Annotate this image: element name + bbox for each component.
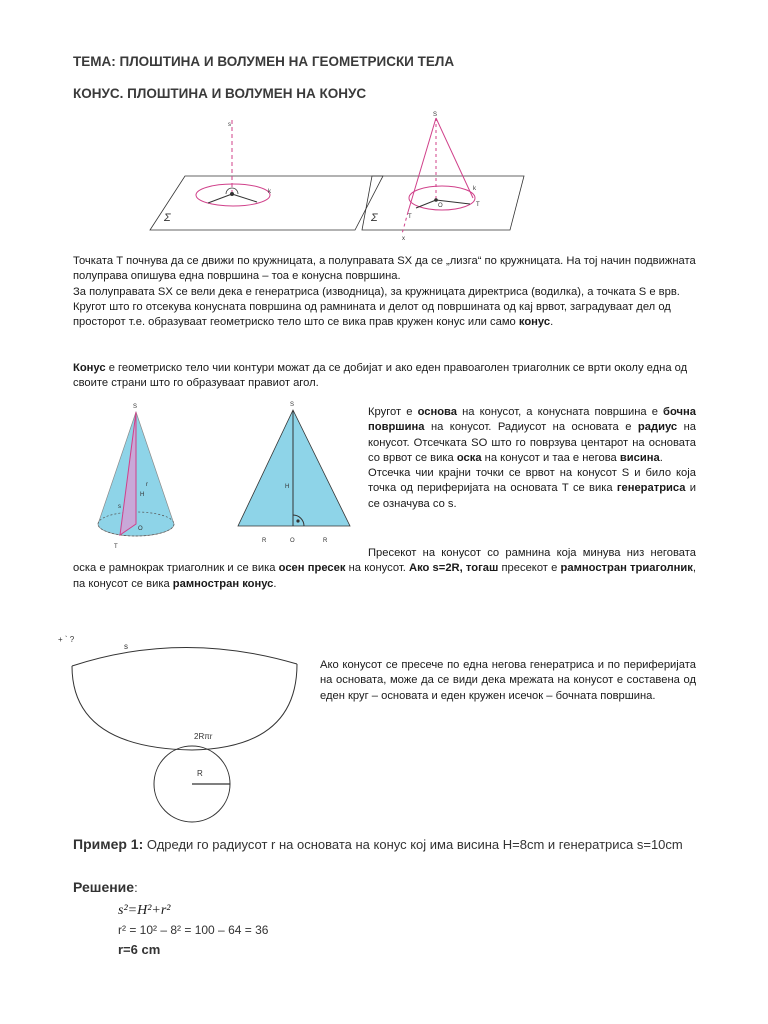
center-point-right xyxy=(434,198,438,202)
label-s-right: S xyxy=(433,112,438,118)
intro-paragraph-3 xyxy=(73,300,697,331)
t-c5: . xyxy=(273,577,277,590)
label-s-left: s xyxy=(228,122,231,128)
radius-left-2 xyxy=(232,194,257,202)
t-a2: на конусот, а конусната површина е xyxy=(457,406,664,418)
definition-text: е геометриско тело чии контури можат да се добијат и ако еден правоаголен триаголник се врти околу една од своите страни што го образуваат правиот агол. xyxy=(73,362,688,390)
calculation: r² = 10² – 8² = 100 – 64 = 36 xyxy=(118,923,269,937)
cone-elements-paragraph-2 xyxy=(368,466,696,512)
t-c1: Пресекот на конусот со рамнина која минува низ неговата оска е рамнокрак триаголник и се вика xyxy=(73,547,696,575)
intro-p3-end: . xyxy=(550,316,554,329)
solution-heading xyxy=(73,879,138,896)
t-a1b: основа xyxy=(417,406,458,418)
right-angle-dot xyxy=(296,519,299,522)
solution-label: Решение xyxy=(73,879,135,895)
net-label-s: s xyxy=(124,642,128,651)
sector-top xyxy=(72,647,297,666)
example-label: Пример 1: xyxy=(73,836,144,852)
intro-paragraph-1: Точката Т почнува да се движи по кружницата, а полуправата SX да се „лизга“ по кружницата. На тој начин подвижната полуправа опишува една површина – тоа е конусна површина. xyxy=(73,255,696,283)
sector-arc xyxy=(72,664,297,750)
label-o: O xyxy=(438,203,443,209)
t-a4: на конусот. Отсечката SO што го поврзува центарот на основата со врвот се вика xyxy=(368,421,696,464)
center-point-left xyxy=(230,192,234,196)
t-a2b: бочна површина xyxy=(368,406,696,434)
plane-right xyxy=(362,176,524,230)
t-a1: Кругот е xyxy=(368,406,418,418)
solution-colon: : xyxy=(134,880,138,895)
radius-right-1 xyxy=(416,200,436,208)
t-c1b: осен пресек xyxy=(278,562,346,575)
t-c4b: рамностран конус xyxy=(172,577,274,590)
answer: r=6 cm xyxy=(118,942,161,957)
radius-left-1 xyxy=(208,194,232,203)
t-a3: на конусот. Радиусот на основата е xyxy=(424,421,638,434)
page-title: ТЕМА: ПЛОШТИНА И ВОЛУМЕН НА ГЕОМЕТРИСКИ ТЕЛА xyxy=(73,54,455,69)
definition-term: Конус xyxy=(73,362,106,374)
net-label-r: R xyxy=(197,769,203,778)
section-title: КОНУС. ПЛОШТИНА И ВОЛУМЕН НА КОНУС xyxy=(73,86,367,101)
label-k-right: k xyxy=(473,186,476,192)
axial-section-triangle xyxy=(238,410,350,526)
generatrix-right-1 xyxy=(408,118,436,212)
t-c4: , па конусот се вика xyxy=(73,562,696,590)
cone-label-t: T xyxy=(114,544,118,550)
stray-marks: + ` ? xyxy=(58,635,75,644)
axial-section-text xyxy=(73,546,696,592)
t-a4b: оска xyxy=(456,451,482,464)
cone-definition xyxy=(73,361,697,392)
cone-surface-figure xyxy=(140,108,530,244)
triangle-label-s: S xyxy=(290,402,295,408)
cone-rotation-figure xyxy=(90,396,362,554)
label-x: x xyxy=(402,236,405,242)
t-b2: и се означува со s. xyxy=(368,482,696,510)
cone-label-o: O xyxy=(138,526,143,532)
label-sigma-right: Σ xyxy=(371,212,378,224)
triangle-label-o: O xyxy=(290,538,295,544)
cone-label-s: S xyxy=(133,404,138,410)
t-c2b: Ако s=2R, тогаш xyxy=(409,562,499,575)
t-b1b: генератриса xyxy=(616,482,686,495)
cone-label-gen: s xyxy=(118,504,121,510)
formula: s²=H²+r² xyxy=(118,903,171,918)
example-text: Одреди го радиусот r на основата на конус кој има висина H=8cm и генератриса s=10cm xyxy=(143,837,683,852)
cone-elements-text xyxy=(368,405,696,512)
intro-p3-bold: конус xyxy=(518,316,551,329)
triangle-label-r-right: R xyxy=(323,538,328,544)
label-t-left: T xyxy=(408,214,412,220)
intro-text xyxy=(73,254,697,330)
cone-label-r: r xyxy=(146,482,148,488)
cone-elements-paragraph-1 xyxy=(368,405,696,466)
t-b1: Отсечка чии крајни точки се врвот на конусот S и било која точка од периферијата на основата Т се вика xyxy=(368,467,696,495)
triangle-label-r-left: R xyxy=(262,538,267,544)
t-c3b: рамностран триаголник xyxy=(560,562,693,575)
t-a3b: радиус xyxy=(637,421,678,434)
plane-left xyxy=(150,176,383,230)
t-a6: . xyxy=(659,451,663,464)
net-label-arc: 2Rπr xyxy=(194,732,213,741)
triangle-label-h: H xyxy=(285,484,290,490)
example-1 xyxy=(73,836,713,853)
label-sigma-left: Σ xyxy=(164,212,171,224)
intro-p3-text: Кругот што го отсекува конусната површина од рамнината и делот од површината од кај врвот, заградуваат дел од просторот т.е. образуваат геометриско тело што се вика прав кружен конус или само xyxy=(73,300,671,329)
t-c3: пресекот е xyxy=(498,562,561,575)
t-a5b: висина xyxy=(619,451,660,464)
t-a5: на конусот и таа е негова xyxy=(481,451,620,464)
cone-net-figure xyxy=(52,624,312,824)
label-k-left: k xyxy=(268,189,271,195)
label-t-right: T xyxy=(476,202,480,208)
cone-label-h: H xyxy=(140,492,145,498)
intro-paragraph-2: За полуправата SX се вели дека е генератриса (изводница), за кружницата директриса (водилка), а точката S е врв. xyxy=(73,285,680,298)
t-c2: на конусот. xyxy=(345,562,409,575)
cone-net-text: Ако конусот се пресече по една негова генератриса и по периферијата на основата, може да се види дека мрежата на конусот е составена од еден круг – основата и еден кружен исечок – бочната површина. xyxy=(320,659,696,702)
